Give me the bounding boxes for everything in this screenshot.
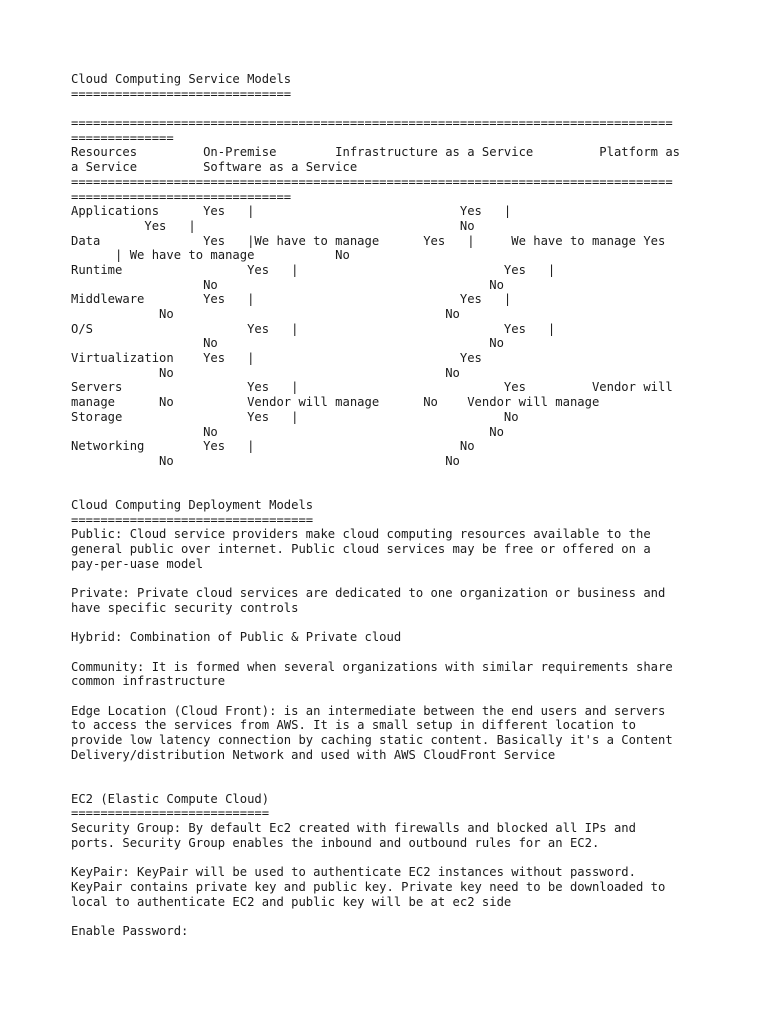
text-line: Security Group: By default Ec2 created with firewalls and blocked all IPs and <box>71 821 636 836</box>
text-line: Runtime Yes | Yes | <box>71 262 556 277</box>
text-line: Cloud Computing Service Models <box>71 72 292 86</box>
blank-line <box>71 645 711 660</box>
text-line: Data Yes |We have to manage Yes | We have to manage Yes <box>71 233 666 248</box>
text-line: manage No Vendor will manage No Vendor will manage <box>71 395 600 410</box>
text-line: KeyPair: KeyPair will be used to authenticate EC2 instances without password. <box>71 865 636 880</box>
text-line: KeyPair contains private key and public key. Private key need to be downloaded to <box>71 879 666 894</box>
blank-line <box>71 689 711 704</box>
document-body <box>71 72 711 939</box>
blank-line <box>71 850 711 865</box>
text-line: to access the services from AWS. It is a small setup in different location to <box>71 718 636 733</box>
text-line: No No <box>71 453 460 468</box>
text-line: general public over internet. Public cloud services may be free or offered on a <box>71 542 651 556</box>
text-line: have specific security controls <box>71 600 299 615</box>
blank-line <box>71 909 711 924</box>
text-line: pay-per-uase model <box>71 556 204 571</box>
text-line: No No <box>71 307 460 321</box>
text-line: a Service Software as a Service <box>71 160 358 175</box>
text-line: No No <box>71 365 460 380</box>
text-line: Private: Private cloud services are dedicated to one organization or business and <box>71 586 666 601</box>
text-line: Resources On-Premise Infrastructure as a Service Platform as <box>71 145 681 160</box>
text-line: Networking Yes | No <box>71 439 475 454</box>
text-line: ports. Security Group enables the inbound and outbound rules for an EC2. <box>71 835 600 850</box>
blank-line <box>71 483 711 498</box>
text-line: provide low latency connection by caching static content. Basically it's a Content <box>71 732 673 747</box>
blank-line <box>71 762 711 777</box>
text-line: No No <box>71 336 504 351</box>
text-line: | We have to manage No <box>71 248 350 263</box>
text-line: Servers Yes | Yes Vendor will <box>71 380 673 395</box>
text-line: No No <box>71 277 504 292</box>
blank-line <box>71 615 711 630</box>
text-line: Middleware Yes | Yes | <box>71 292 512 307</box>
text-line: Public: Cloud service providers make cloud computing resources available to the <box>71 527 651 542</box>
text-line: O/S Yes | Yes | <box>71 321 556 336</box>
text-line: ============================== <box>71 86 292 101</box>
text-line: =========================== <box>71 806 270 821</box>
text-line: Edge Location (Cloud Front): is an intermediate between the end users and servers <box>71 703 666 718</box>
text-line: Community: It is formed when several organizations with similar requirements share <box>71 659 673 674</box>
text-line: Hybrid: Combination of Public & Private cloud <box>71 630 402 645</box>
text-line: Delivery/distribution Network and used with AWS CloudFront Service <box>71 747 556 762</box>
text-line: ================================= <box>71 512 314 527</box>
text-line: Storage Yes | No <box>71 409 519 424</box>
text-line: ================================================================================== <box>71 174 673 189</box>
text-line: EC2 (Elastic Compute Cloud) <box>71 791 270 806</box>
text-line: Applications Yes | Yes | <box>71 204 512 219</box>
text-line: ============== <box>71 130 174 145</box>
text-line: Cloud Computing Deployment Models <box>71 497 314 512</box>
blank-line <box>71 777 711 792</box>
blank-line <box>71 571 711 586</box>
text-line: Virtualization Yes | Yes <box>71 351 482 366</box>
text-line: common infrastructure <box>71 674 226 689</box>
blank-line <box>71 469 711 484</box>
blank-line <box>71 101 711 116</box>
text-line: No No <box>71 424 504 439</box>
text-line: ================================================================================== <box>71 116 673 131</box>
text-line: Enable Password: <box>71 923 189 938</box>
text-line: Yes | No <box>71 218 475 233</box>
text-line: ============================== <box>71 189 292 204</box>
text-line: local to authenticate EC2 and public key will be at ec2 side <box>71 894 512 909</box>
